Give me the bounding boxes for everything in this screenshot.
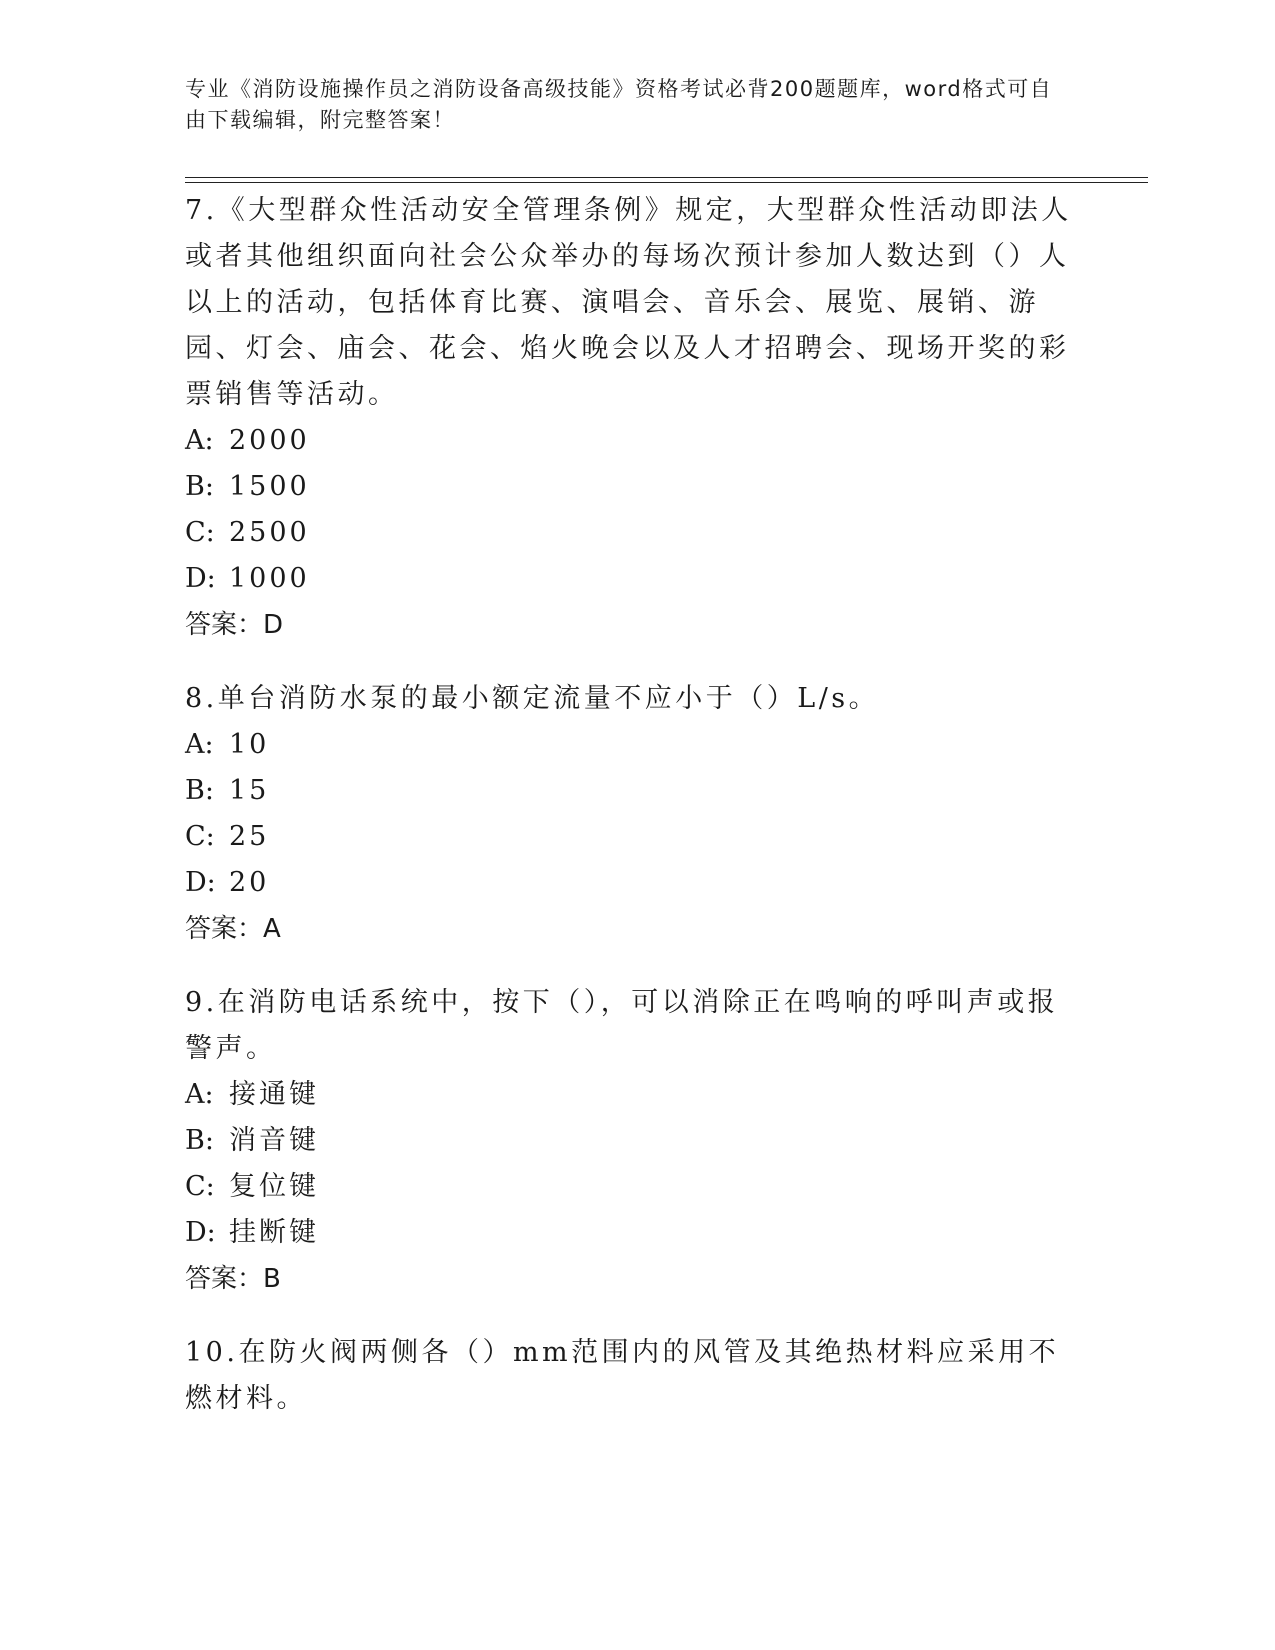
option-key: A: <box>185 1079 214 1110</box>
option-value: 复位键 <box>229 1171 319 1202</box>
option-value: 20 <box>229 867 270 898</box>
option-value: 10 <box>229 729 270 760</box>
option-d <box>185 1210 1085 1256</box>
option-value: 1500 <box>229 471 310 502</box>
question-text: 7.《大型群众性活动安全管理条例》规定，大型群众性活动即法人或者其他组织面向社会公众举办的每场次预计参加人数达到（）人以上的活动，包括体育比赛、演唱会、音乐会、展览、展销、游园、灯会、庙会、花会、焰火晚会以及人才招聘会、现场开奖的彩票销售等活动。 <box>185 195 1072 410</box>
option-key: B: <box>185 775 214 806</box>
header-divider-top <box>185 177 1148 178</box>
option-key: C: <box>185 1171 215 1202</box>
question-10 <box>185 1330 1085 1422</box>
option-d <box>185 860 1085 906</box>
question-9 <box>185 980 1085 1302</box>
question-text: 9.在消防电话系统中，按下（），可以消除正在鸣响的呼叫声或报警声。 <box>185 987 1059 1064</box>
question-list <box>185 188 1085 1450</box>
option-key: B: <box>185 471 214 502</box>
option-b <box>185 464 1085 510</box>
answer-line: 答案：D <box>185 610 284 640</box>
answer-line: 答案：B <box>185 1264 281 1294</box>
option-value: 2500 <box>229 517 310 548</box>
option-a <box>185 418 1085 464</box>
option-key: A: <box>185 729 214 760</box>
option-key: A: <box>185 425 214 456</box>
header-divider-bottom <box>185 182 1148 183</box>
option-d <box>185 556 1085 602</box>
option-c <box>185 1164 1085 1210</box>
answer-line: 答案：A <box>185 914 281 944</box>
option-value: 15 <box>229 775 270 806</box>
option-key: D: <box>185 1217 216 1248</box>
option-value: 接通键 <box>229 1079 319 1110</box>
option-key: C: <box>185 517 215 548</box>
option-key: C: <box>185 821 215 852</box>
option-a <box>185 1072 1085 1118</box>
option-a <box>185 722 1085 768</box>
option-value: 1000 <box>229 563 310 594</box>
question-text: 10.在防火阀两侧各（）mm范围内的风管及其绝热材料应采用不燃材料。 <box>185 1337 1060 1414</box>
question-7 <box>185 188 1085 648</box>
option-value: 消音键 <box>229 1125 319 1156</box>
option-c <box>185 814 1085 860</box>
option-key: D: <box>185 867 216 898</box>
option-b <box>185 768 1085 814</box>
question-text: 8.单台消防水泵的最小额定流量不应小于（）L/s。 <box>185 683 880 714</box>
header-note: 专业《消防设施操作员之消防设备高级技能》资格考试必背200题题库，word格式可自由下载编辑，附完整答案！ <box>185 77 1053 132</box>
option-key: B: <box>185 1125 214 1156</box>
option-value: 25 <box>229 821 270 852</box>
question-8 <box>185 676 1085 952</box>
option-b <box>185 1118 1085 1164</box>
option-key: D: <box>185 563 216 594</box>
option-value: 挂断键 <box>229 1217 319 1248</box>
option-c <box>185 510 1085 556</box>
option-value: 2000 <box>229 425 310 456</box>
